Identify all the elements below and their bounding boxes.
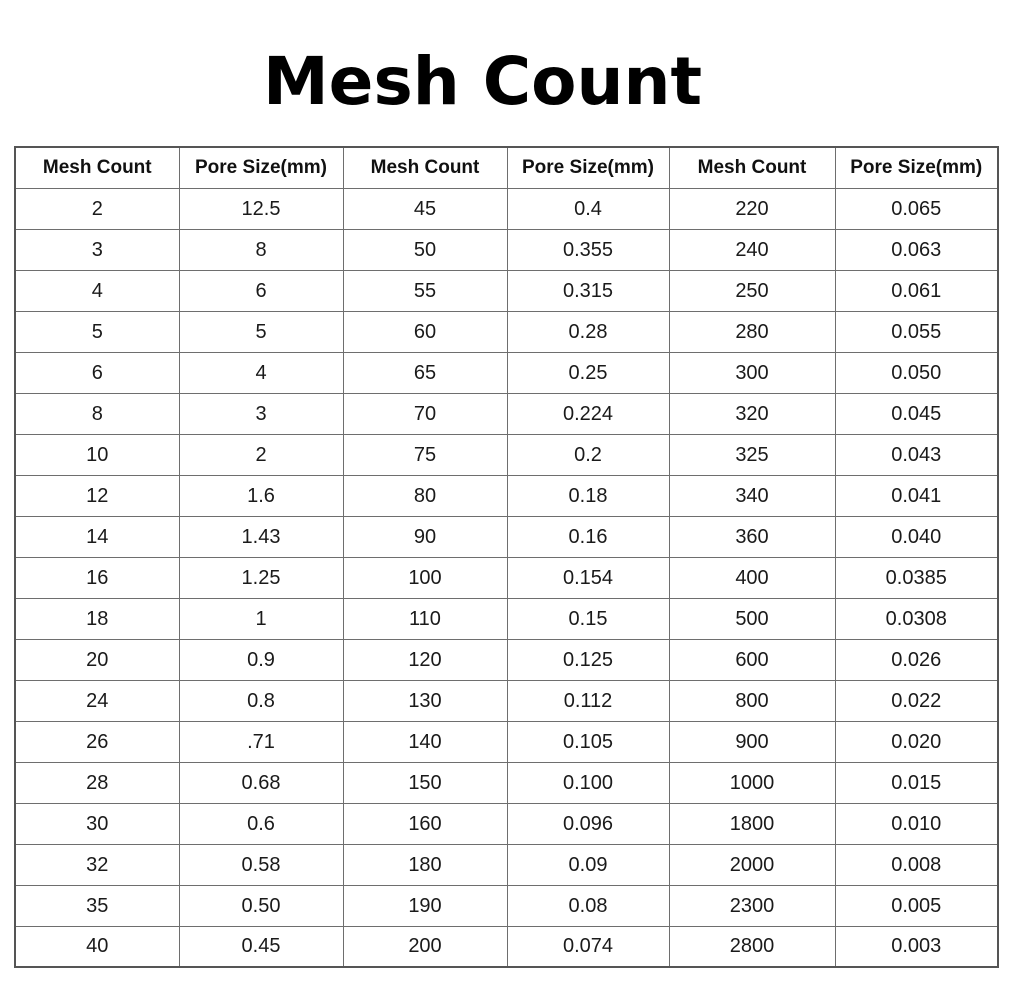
pore-size-cell: 0.58: [179, 845, 343, 886]
table-row: [15, 558, 998, 599]
pore-size-cell: 0.45: [179, 927, 343, 968]
mesh-count-cell: 160: [343, 804, 507, 845]
mesh-count-cell: 150: [343, 763, 507, 804]
mesh-count-cell: 45: [343, 189, 507, 230]
mesh-count-cell: 2300: [669, 886, 835, 927]
mesh-count-cell: 220: [669, 189, 835, 230]
mesh-count-cell: 16: [15, 558, 179, 599]
table-row: [15, 271, 998, 312]
mesh-count-cell: 180: [343, 845, 507, 886]
pore-size-cell: 0.315: [507, 271, 669, 312]
pore-size-cell: 0.18: [507, 476, 669, 517]
column-header-pore-size: Pore Size(mm): [835, 147, 998, 189]
pore-size-cell: 0.28: [507, 312, 669, 353]
pore-size-cell: 12.5: [179, 189, 343, 230]
mesh-count-cell: 300: [669, 353, 835, 394]
mesh-count-cell: 120: [343, 640, 507, 681]
pore-size-cell: 0.065: [835, 189, 998, 230]
table-row: [15, 189, 998, 230]
mesh-count-cell: 400: [669, 558, 835, 599]
pore-size-cell: 0.16: [507, 517, 669, 558]
pore-size-cell: 8: [179, 230, 343, 271]
table-row: [15, 353, 998, 394]
mesh-count-cell: 60: [343, 312, 507, 353]
mesh-count-cell: 190: [343, 886, 507, 927]
table-row: [15, 517, 998, 558]
table-row: [15, 599, 998, 640]
column-header-mesh-count: Mesh Count: [343, 147, 507, 189]
table-row: [15, 476, 998, 517]
pore-size-cell: 1.25: [179, 558, 343, 599]
table-body: [15, 189, 998, 968]
mesh-count-cell: 8: [15, 394, 179, 435]
mesh-count-cell: 90: [343, 517, 507, 558]
mesh-count-cell: 80: [343, 476, 507, 517]
pore-size-cell: 0.055: [835, 312, 998, 353]
mesh-count-cell: 2000: [669, 845, 835, 886]
mesh-count-cell: 100: [343, 558, 507, 599]
table-row: [15, 435, 998, 476]
pore-size-cell: 0.15: [507, 599, 669, 640]
mesh-count-cell: 900: [669, 722, 835, 763]
pore-size-cell: 0.096: [507, 804, 669, 845]
mesh-count-cell: 6: [15, 353, 179, 394]
mesh-count-cell: 26: [15, 722, 179, 763]
mesh-count-cell: 240: [669, 230, 835, 271]
mesh-count-cell: 50: [343, 230, 507, 271]
pore-size-cell: 0.061: [835, 271, 998, 312]
pore-size-cell: 0.045: [835, 394, 998, 435]
column-header-pore-size: Pore Size(mm): [179, 147, 343, 189]
pore-size-cell: 0.224: [507, 394, 669, 435]
table-row: [15, 681, 998, 722]
pore-size-cell: 0.6: [179, 804, 343, 845]
mesh-count-cell: 20: [15, 640, 179, 681]
pore-size-cell: 0.100: [507, 763, 669, 804]
mesh-count-table: [14, 146, 999, 968]
pore-size-cell: 0.003: [835, 927, 998, 968]
pore-size-cell: 6: [179, 271, 343, 312]
mesh-count-cell: 280: [669, 312, 835, 353]
mesh-count-cell: 10: [15, 435, 179, 476]
pore-size-cell: 0.9: [179, 640, 343, 681]
pore-size-cell: 0.08: [507, 886, 669, 927]
mesh-count-cell: 340: [669, 476, 835, 517]
pore-size-cell: 0.074: [507, 927, 669, 968]
pore-size-cell: 1: [179, 599, 343, 640]
pore-size-cell: 0.005: [835, 886, 998, 927]
mesh-count-cell: 3: [15, 230, 179, 271]
mesh-count-cell: 75: [343, 435, 507, 476]
mesh-count-cell: 2800: [669, 927, 835, 968]
table-row: [15, 845, 998, 886]
pore-size-cell: 0.043: [835, 435, 998, 476]
pore-size-cell: 0.020: [835, 722, 998, 763]
mesh-count-cell: 110: [343, 599, 507, 640]
mesh-count-cell: 1000: [669, 763, 835, 804]
mesh-count-cell: 65: [343, 353, 507, 394]
mesh-count-cell: 12: [15, 476, 179, 517]
mesh-count-cell: 325: [669, 435, 835, 476]
pore-size-cell: 0.041: [835, 476, 998, 517]
mesh-count-cell: 320: [669, 394, 835, 435]
mesh-count-cell: 28: [15, 763, 179, 804]
pore-size-cell: 0.125: [507, 640, 669, 681]
pore-size-cell: 0.008: [835, 845, 998, 886]
pore-size-cell: .71: [179, 722, 343, 763]
mesh-count-cell: 250: [669, 271, 835, 312]
table-row: [15, 763, 998, 804]
table-row: [15, 312, 998, 353]
mesh-count-cell: 130: [343, 681, 507, 722]
pore-size-cell: 0.022: [835, 681, 998, 722]
mesh-count-cell: 4: [15, 271, 179, 312]
column-header-mesh-count: Mesh Count: [669, 147, 835, 189]
mesh-count-cell: 5: [15, 312, 179, 353]
pore-size-cell: 0.050: [835, 353, 998, 394]
pore-size-cell: 3: [179, 394, 343, 435]
table-row: [15, 886, 998, 927]
table-row: [15, 722, 998, 763]
pore-size-cell: 0.68: [179, 763, 343, 804]
mesh-count-cell: 32: [15, 845, 179, 886]
pore-size-cell: 0.8: [179, 681, 343, 722]
pore-size-cell: 0.040: [835, 517, 998, 558]
pore-size-cell: 0.112: [507, 681, 669, 722]
mesh-count-cell: 360: [669, 517, 835, 558]
pore-size-cell: 0.355: [507, 230, 669, 271]
mesh-count-cell: 55: [343, 271, 507, 312]
pore-size-cell: 4: [179, 353, 343, 394]
mesh-count-cell: 500: [669, 599, 835, 640]
mesh-count-cell: 1800: [669, 804, 835, 845]
mesh-count-cell: 14: [15, 517, 179, 558]
pore-size-cell: 0.0308: [835, 599, 998, 640]
table-row: [15, 230, 998, 271]
column-header-mesh-count: Mesh Count: [15, 147, 179, 189]
pore-size-cell: 5: [179, 312, 343, 353]
pore-size-cell: 0.2: [507, 435, 669, 476]
page-title: Mesh Count: [263, 43, 702, 120]
mesh-count-cell: 600: [669, 640, 835, 681]
pore-size-cell: 0.09: [507, 845, 669, 886]
table-row: [15, 640, 998, 681]
mesh-count-cell: 18: [15, 599, 179, 640]
pore-size-cell: 0.0385: [835, 558, 998, 599]
table-row: [15, 927, 998, 968]
pore-size-cell: 2: [179, 435, 343, 476]
pore-size-cell: 0.25: [507, 353, 669, 394]
pore-size-cell: 0.50: [179, 886, 343, 927]
pore-size-cell: 0.010: [835, 804, 998, 845]
mesh-count-cell: 200: [343, 927, 507, 968]
pore-size-cell: 0.015: [835, 763, 998, 804]
mesh-count-cell: 800: [669, 681, 835, 722]
mesh-count-cell: 24: [15, 681, 179, 722]
table-row: [15, 804, 998, 845]
mesh-count-cell: 2: [15, 189, 179, 230]
mesh-count-cell: 35: [15, 886, 179, 927]
pore-size-cell: 0.063: [835, 230, 998, 271]
mesh-count-cell: 40: [15, 927, 179, 968]
column-header-pore-size: Pore Size(mm): [507, 147, 669, 189]
mesh-count-cell: 140: [343, 722, 507, 763]
pore-size-cell: 1.43: [179, 517, 343, 558]
pore-size-cell: 0.154: [507, 558, 669, 599]
pore-size-cell: 0.026: [835, 640, 998, 681]
pore-size-cell: 0.4: [507, 189, 669, 230]
mesh-count-cell: 70: [343, 394, 507, 435]
mesh-count-cell: 30: [15, 804, 179, 845]
table-row: [15, 394, 998, 435]
pore-size-cell: 0.105: [507, 722, 669, 763]
pore-size-cell: 1.6: [179, 476, 343, 517]
table-header-row: [15, 147, 998, 189]
